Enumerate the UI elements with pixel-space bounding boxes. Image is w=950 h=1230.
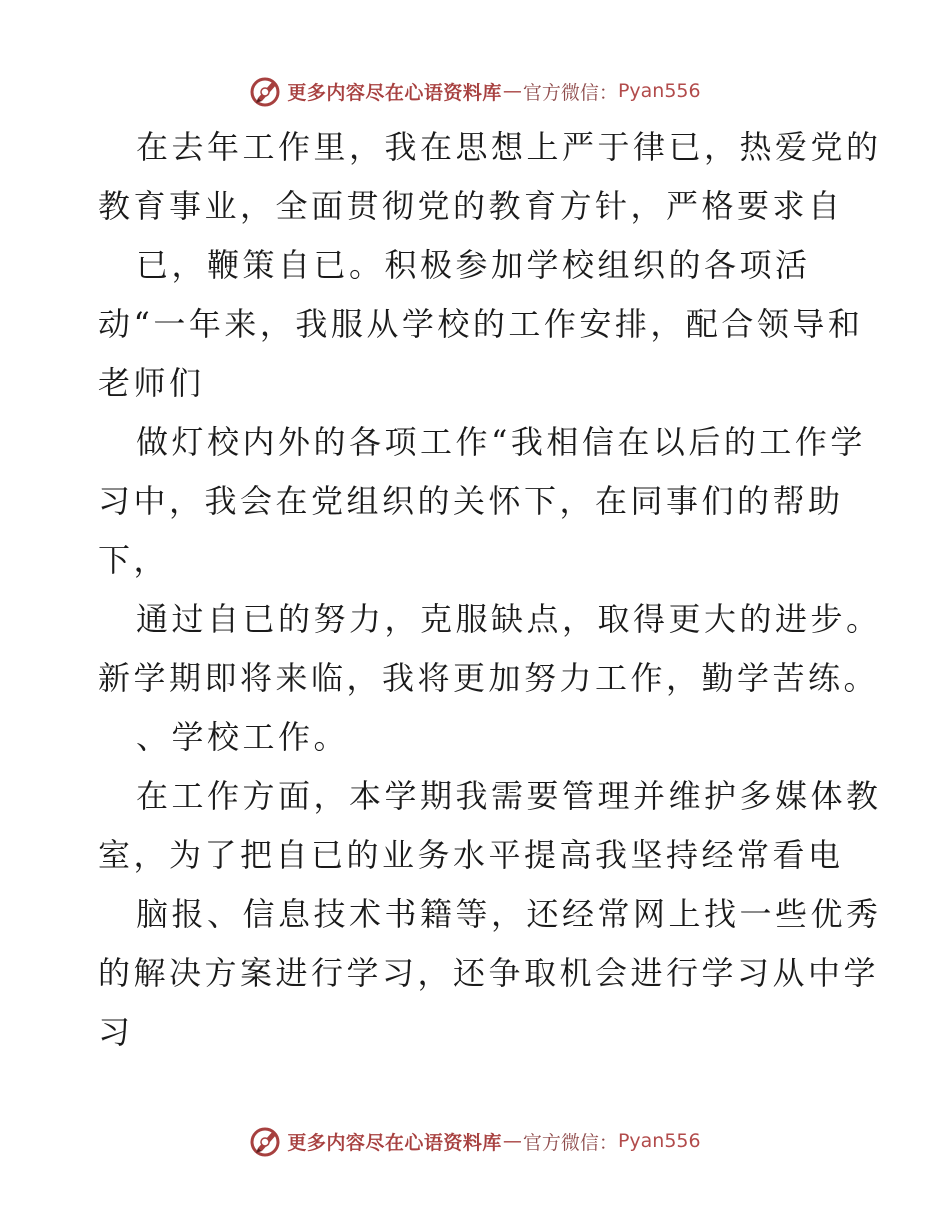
text-line: 室，为了把自已的业务水平提高我坚持经常看电 [98,836,844,874]
text-line: 下， [98,541,170,579]
text-line: 习中，我会在党组织的关怀下，在同事们的帮助 [98,482,844,520]
banner-wechat-id: Pyan556 [617,80,701,102]
banner-title: 更多内容尽在心语资料库 [287,81,502,104]
banner-dash: — [502,80,522,102]
text-line: 的解决方案进行学习，还争取机会进行学习从中学 [98,954,880,992]
pen-logo-icon [249,1124,283,1158]
text-line: 教育事业，全面贯彻党的教育方针，严格要求自 [98,187,844,225]
text-line: 老师们 [98,364,205,402]
text-line: 新学期即将来临，我将更加努力工作，勤学苦练。 [98,659,880,697]
banner-dash: — [502,1130,522,1152]
banner-label: 官方微信： [522,81,618,104]
text-line: 习 [98,1013,134,1051]
banner-label: 官方微信： [522,1131,618,1154]
text-line: 已，鞭策自已。积极参加学校组织的各项活 [136,246,811,284]
text-line: 、学校工作。 [136,718,350,756]
banner-wechat-id: Pyan556 [617,1130,701,1152]
text-line: 做灯校内外的各项工作“我相信在以后的工作学 [136,423,866,461]
text-line: 通过自已的努力，克服缺点，取得更大的进步。 [136,600,882,638]
text-line: 脑报、信息技术书籍等，还经常网上找一些优秀 [136,895,882,933]
banner-title: 更多内容尽在心语资料库 [287,1131,502,1154]
document-body [98,118,882,1062]
pen-logo-icon [249,74,283,108]
text-line: 动“一年来，我服从学校的工作安排，配合领导和 [98,305,864,343]
footer-banner [0,1124,950,1158]
header-banner [0,74,950,108]
text-line: 在去年工作里，我在思想上严于律已，热爱党的 [136,128,882,166]
text-line: 在工作方面，本学期我需要管理并维护多媒体教 [136,777,882,815]
